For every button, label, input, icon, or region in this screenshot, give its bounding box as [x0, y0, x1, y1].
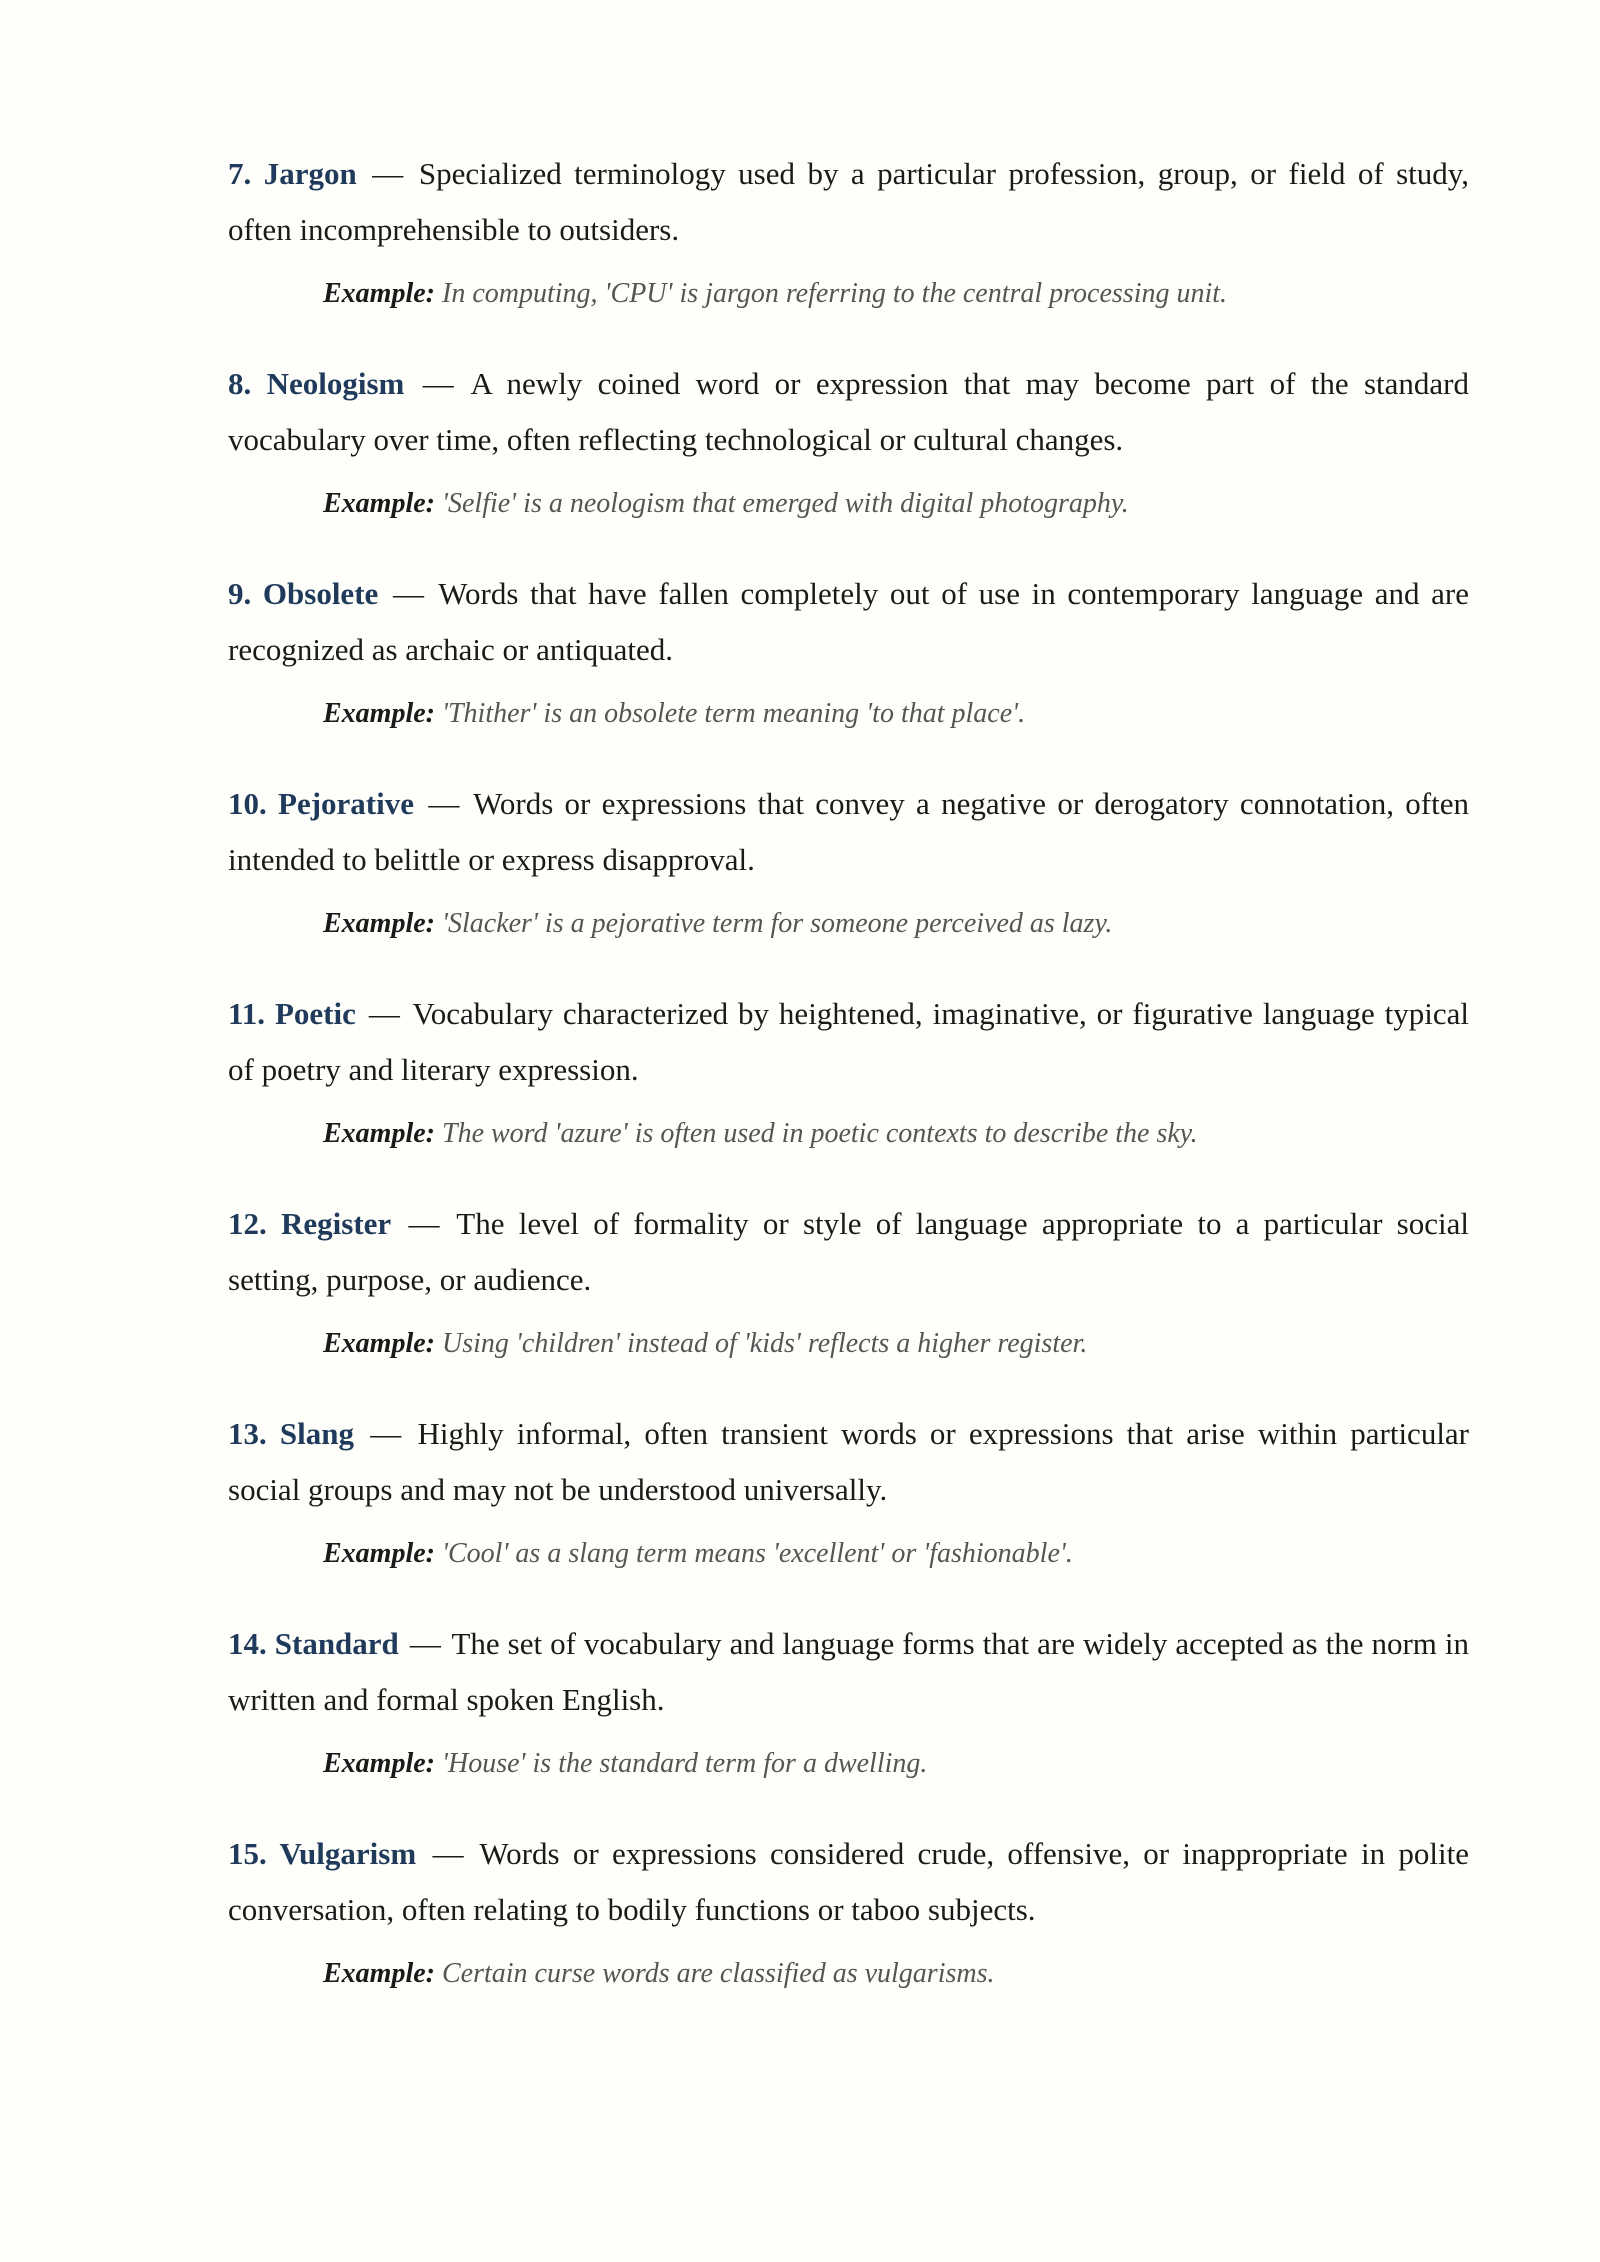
definition-text: Words that have fallen completely out of use in contemporary language and are recognized as archaic or antiquated.	[228, 576, 1469, 667]
term-heading: 8. Neologism	[228, 366, 405, 401]
example-label: Example:	[323, 278, 435, 309]
em-dash: —	[372, 156, 404, 191]
glossary-entry-register	[228, 1196, 1469, 1364]
example-label: Example:	[323, 1118, 435, 1149]
example-text: 'House' is the standard term for a dwelling.	[442, 1748, 928, 1779]
definition-paragraph	[228, 1826, 1469, 1938]
em-dash: —	[370, 1416, 402, 1451]
example-line	[323, 1954, 1469, 1994]
term-heading: 7. Jargon	[228, 156, 357, 191]
definition-text: Vocabulary characterized by heightened, imaginative, or figurative language typical of poetry and literary expression.	[228, 996, 1469, 1087]
example-text: 'Slacker' is a pejorative term for someone perceived as lazy.	[442, 908, 1113, 939]
glossary-entry-jargon	[228, 146, 1469, 314]
example-line	[323, 1534, 1469, 1574]
term-heading: 11. Poetic	[228, 996, 356, 1031]
example-line	[323, 1324, 1469, 1364]
example-line	[323, 904, 1469, 944]
example-line	[323, 1744, 1469, 1784]
term-heading: 14. Standard	[228, 1626, 399, 1661]
example-label: Example:	[323, 698, 435, 729]
glossary-entry-obsolete	[228, 566, 1469, 734]
definition-paragraph	[228, 776, 1469, 888]
example-line	[323, 694, 1469, 734]
definition-text: Highly informal, often transient words or expressions that arise within particular social groups and may not be understood universally.	[228, 1416, 1470, 1507]
example-line	[323, 274, 1469, 314]
definition-paragraph	[228, 566, 1469, 678]
glossary-entry-vulgarism	[228, 1826, 1469, 1994]
example-label: Example:	[323, 1328, 435, 1359]
term-heading: 10. Pejorative	[228, 786, 414, 821]
em-dash: —	[422, 366, 454, 401]
em-dash: —	[432, 1836, 464, 1871]
example-text: The word 'azure' is often used in poetic contexts to describe the sky.	[442, 1118, 1198, 1149]
example-line	[323, 1114, 1469, 1154]
definition-paragraph	[228, 1196, 1469, 1308]
definition-text: The set of vocabulary and language forms that are widely accepted as the norm in written and formal spoken English.	[228, 1626, 1470, 1717]
example-label: Example:	[323, 908, 435, 939]
example-text: 'Selfie' is a neologism that emerged with digital photography.	[442, 488, 1129, 519]
definition-text: Words or expressions considered crude, offensive, or inappropriate in polite conversation, often relating to bodily functions or taboo subjects.	[228, 1836, 1469, 1927]
definition-paragraph	[228, 146, 1469, 258]
definition-paragraph	[228, 356, 1469, 468]
term-heading: 12. Register	[228, 1206, 392, 1241]
glossary-entry-slang	[228, 1406, 1469, 1574]
term-heading: 13. Slang	[228, 1416, 354, 1451]
definition-paragraph	[228, 1616, 1469, 1728]
definition-paragraph	[228, 1406, 1469, 1518]
term-heading: 9. Obsolete	[228, 576, 379, 611]
glossary-entry-pejorative	[228, 776, 1469, 944]
definition-text: A newly coined word or expression that may become part of the standard vocabulary over time, often reflecting technological or cultural changes.	[228, 366, 1469, 457]
term-heading: 15. Vulgarism	[228, 1836, 417, 1871]
example-line	[323, 484, 1469, 524]
example-text: Using 'children' instead of 'kids' reflects a higher register.	[442, 1328, 1088, 1359]
em-dash: —	[393, 576, 425, 611]
example-text: In computing, 'CPU' is jargon referring to the central processing unit.	[442, 278, 1228, 309]
glossary-entry-poetic	[228, 986, 1469, 1154]
em-dash: —	[368, 996, 400, 1031]
example-text: 'Thither' is an obsolete term meaning 'to that place'.	[442, 698, 1026, 729]
example-text: Certain curse words are classified as vulgarisms.	[442, 1958, 995, 1989]
definition-paragraph	[228, 986, 1469, 1098]
definition-text: Words or expressions that convey a negative or derogatory connotation, often intended to belittle or express disapproval.	[228, 786, 1469, 877]
glossary-entry-standard	[228, 1616, 1469, 1784]
example-label: Example:	[323, 488, 435, 519]
example-label: Example:	[323, 1958, 435, 1989]
definition-text: Specialized terminology used by a particular profession, group, or field of study, often incomprehensible to outsiders.	[228, 156, 1470, 247]
example-label: Example:	[323, 1538, 435, 1569]
glossary-entry-neologism	[228, 356, 1469, 524]
example-text: 'Cool' as a slang term means 'excellent' or 'fashionable'.	[442, 1538, 1073, 1569]
example-label: Example:	[323, 1748, 435, 1779]
em-dash: —	[408, 1206, 440, 1241]
em-dash: —	[428, 786, 460, 821]
em-dash: —	[409, 1626, 441, 1661]
definition-text: The level of formality or style of language appropriate to a particular social setting, purpose, or audience.	[228, 1206, 1469, 1297]
